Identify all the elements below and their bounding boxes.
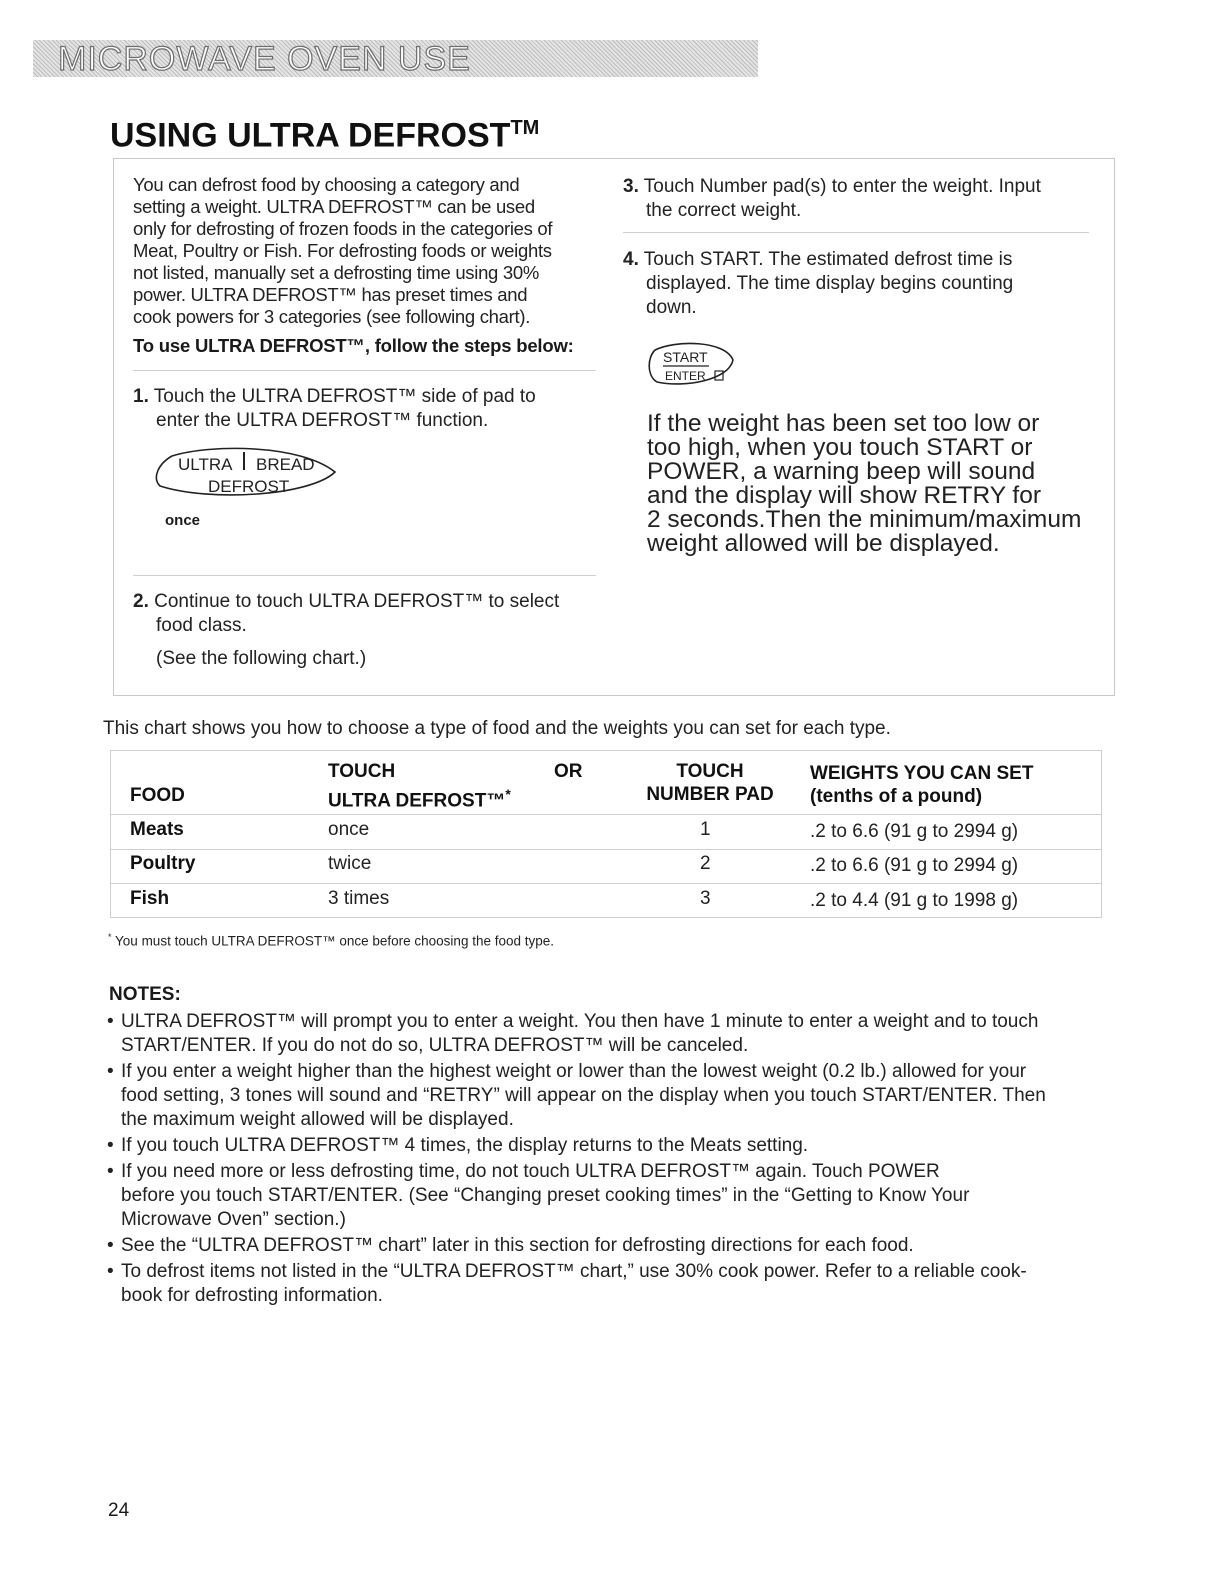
pad-label-ultra: ULTRA [178, 455, 233, 474]
pad-label-bread: BREAD [256, 455, 315, 474]
note-line: before you touch START/ENTER. (See “Changing preset cooking times” in the “Getting to Know Your [121, 1185, 970, 1206]
table-row-divider [111, 883, 1101, 884]
ultra-defrost-pad-icon [150, 438, 350, 510]
note-line: • If you enter a weight higher than the highest weight or lower than the lowest weight (0.2 lb.) allowed for your [121, 1061, 1027, 1082]
header-weights [810, 762, 1033, 808]
warning-line: POWER, a warning beep will sound [647, 458, 1036, 485]
page-number: 24 [108, 1500, 130, 1521]
footnote-mark: * [505, 786, 511, 802]
step-text: Continue to touch ULTRA DEFROST™ to select [154, 591, 560, 612]
step-number: 2. [133, 591, 149, 612]
table-row-divider [111, 849, 1101, 850]
step-2 [133, 590, 603, 671]
intro-line: setting a weight. ULTRA DEFROST™ can be used [133, 196, 535, 217]
note-line: book for defrosting information. [121, 1285, 383, 1306]
step-text: the correct weight. [646, 200, 802, 221]
table-cell-food: Fish [130, 888, 170, 909]
intro-line: You can defrost food by choosing a category and [133, 174, 520, 195]
header-text: TOUCH [676, 761, 744, 782]
step-text: food class. [156, 615, 247, 636]
table-cell-food: Poultry [130, 853, 196, 874]
note-line: • To defrost items not listed in the “ULTRA DEFROST™ chart,” use 30% cook power. Refer to a reliable cook- [121, 1261, 1027, 1282]
note-line: the maximum weight allowed will be displayed. [121, 1109, 514, 1130]
pad-label-enter: ENTER [665, 369, 706, 383]
table-cell-pad: 2 [700, 853, 711, 874]
step-number: 4. [623, 249, 639, 270]
table-cell-weights: .2 to 4.4 (91 g to 1998 g) [810, 890, 1019, 911]
header-or: OR [554, 761, 583, 782]
divider [623, 232, 1089, 233]
warning-line: too high, when you touch START or [647, 434, 1033, 461]
footnote-mark: * [108, 932, 112, 942]
divider [133, 370, 596, 371]
note-line: food setting, 3 tones will sound and “RETRY” will appear on the display when you touch START/ENTER. Then [121, 1085, 1046, 1106]
note-line: Microwave Oven” section.) [121, 1209, 346, 1230]
step-text: (See the following chart.) [156, 648, 367, 669]
notes-heading: NOTES: [109, 984, 181, 1005]
warning-line: weight allowed will be displayed. [647, 530, 1000, 557]
once-label: once [165, 512, 201, 529]
note-line: START/ENTER. If you do not do so, ULTRA DEFROST™ will be canceled. [121, 1035, 749, 1056]
note-item [107, 1160, 1117, 1232]
header-text: NUMBER PAD [646, 784, 774, 805]
weight-warning [647, 412, 1097, 556]
step-1 [133, 385, 603, 433]
note-item [107, 1060, 1117, 1132]
note-item [107, 1234, 1117, 1258]
step-text: Touch Number pad(s) to enter the weight. Input [643, 176, 1041, 197]
header-touch-ultra [328, 760, 511, 812]
intro-line: not listed, manually set a defrosting time using 30% [133, 262, 540, 283]
note-item [107, 1134, 1117, 1158]
step-text: Touch START. The estimated defrost time is [643, 249, 1013, 270]
note-line: • ULTRA DEFROST™ will prompt you to enter a weight. You then have 1 minute to enter a weight and to touch [121, 1011, 1039, 1032]
header-touch-number-pad [640, 760, 780, 806]
start-enter-pad-icon [645, 338, 741, 390]
warning-line: and the display will show RETRY for [647, 482, 1041, 509]
note-line: • If you need more or less defrosting time, do not touch ULTRA DEFROST™ again. Touch POWER [121, 1161, 940, 1182]
header-text: (tenths of a pound) [810, 786, 983, 807]
step-text: displayed. The time display begins counting [646, 273, 1014, 294]
step-number: 3. [623, 176, 639, 197]
step-4 [623, 248, 1103, 320]
step-text: enter the ULTRA DEFROST™ function. [156, 410, 489, 431]
trademark-mark: TM [510, 117, 540, 139]
notes-list [107, 1010, 1117, 1310]
note-line: • If you touch ULTRA DEFROST™ 4 times, the display returns to the Meats setting. [121, 1135, 809, 1156]
table-cell-pad: 1 [700, 819, 711, 840]
table-row-divider [111, 814, 1101, 815]
chart-intro: This chart shows you how to choose a type of food and the weights you can set for each type. [103, 718, 891, 739]
step-text: Touch the ULTRA DEFROST™ side of pad to [153, 386, 536, 407]
footnote-text: You must touch ULTRA DEFROST™ once before choosing the food type. [115, 933, 555, 949]
table-cell-touch: twice [328, 853, 372, 874]
note-line: • See the “ULTRA DEFROST™ chart” later in this section for defrosting directions for each food. [121, 1235, 914, 1256]
intro-line: only for defrosting of frozen foods in the categories of [133, 218, 553, 239]
table-cell-food: Meats [130, 819, 184, 840]
note-item [107, 1010, 1117, 1058]
table-cell-weights: .2 to 6.6 (91 g to 2994 g) [810, 821, 1019, 842]
intro-line: power. ULTRA DEFROST™ has preset times and [133, 284, 528, 305]
header-text: WEIGHTS YOU CAN SET [810, 763, 1034, 784]
intro-line: cook powers for 3 categories (see following chart). [133, 306, 531, 327]
pad-label-start: START [663, 349, 708, 365]
step-3 [623, 175, 1103, 223]
page-title [110, 108, 539, 155]
table-cell-weights: .2 to 6.6 (91 g to 2994 g) [810, 855, 1019, 876]
intro-column [133, 174, 603, 328]
table-footnote [108, 932, 554, 949]
warning-line: If the weight has been set too low or [647, 410, 1040, 437]
header-food: FOOD [130, 785, 185, 806]
header-text: TOUCH [328, 761, 396, 782]
page-title-text: USING ULTRA DEFROST [110, 116, 511, 155]
header-text: ULTRA DEFROST™ [328, 790, 506, 812]
table-cell-touch: 3 times [328, 888, 390, 909]
section-header-title: MICROWAVE OVEN USE [58, 40, 471, 78]
step-number: 1. [133, 386, 149, 407]
note-item [107, 1260, 1117, 1308]
intro-line: Meat, Poultry or Fish. For defrosting foods or weights [133, 240, 552, 261]
intro-paragraph [133, 174, 603, 328]
step-text: down. [646, 297, 697, 318]
warning-line: 2 seconds.Then the minimum/maximum [647, 506, 1082, 533]
table-cell-pad: 3 [700, 888, 711, 909]
steps-heading: To use ULTRA DEFROST™, follow the steps below: [133, 335, 574, 356]
pad-label-defrost: DEFROST [208, 477, 290, 496]
divider [133, 575, 596, 576]
table-cell-touch: once [328, 819, 370, 840]
